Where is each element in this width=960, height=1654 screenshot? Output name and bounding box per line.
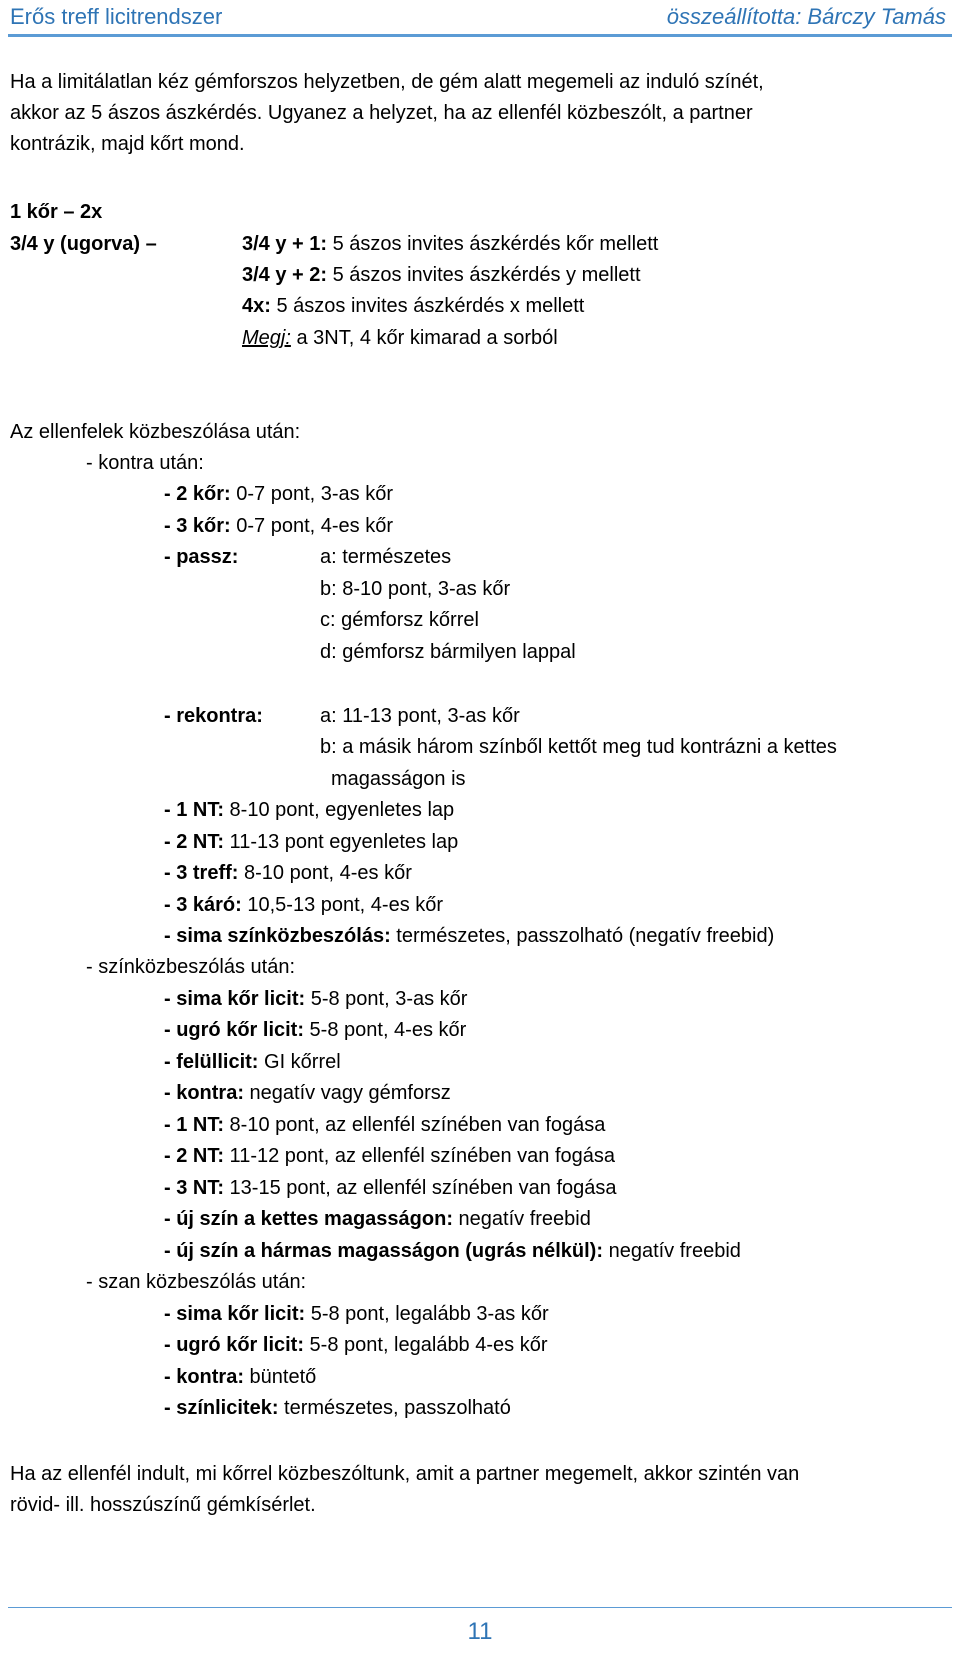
bid-pass-label: - passz: xyxy=(164,546,239,568)
bid-item: - új szín a kettes magasságon: negatív freebid xyxy=(164,1208,591,1230)
outro-line: Ha az ellenfél indult, mi kőrrel közbeszóltunk, amit a partner megemelt, akkor szintén van xyxy=(10,1463,800,1485)
subsection-label: - szan közbeszólás után: xyxy=(86,1271,307,1293)
subsection-label: - kontra után: xyxy=(86,452,204,474)
bid-item: - sima kőr licit: 5-8 pont, 3-as kőr xyxy=(164,988,468,1010)
page-number: 11 xyxy=(467,1618,493,1645)
bid-item: - 3 káró: 10,5-13 pont, 4-es kőr xyxy=(164,894,444,916)
redouble-option: a: 11-13 pont, 3-as kőr xyxy=(320,705,520,727)
redouble-option: b: a másik három színből kettőt meg tud kontrázni a kettes xyxy=(320,736,837,758)
sequence-title: 1 kőr – 2x xyxy=(10,201,103,223)
sequence-note: Megj: a 3NT, 4 kőr kimarad a sorból xyxy=(242,327,558,349)
sequence-item: 4x: 5 ászos invites ászkérdés x mellett xyxy=(242,295,585,317)
bid-item: - 1 NT: 8-10 pont, az ellenfél színében van fogása xyxy=(164,1114,606,1136)
header-author: összeállította: Bárczy Tamás xyxy=(666,4,946,29)
header-title: Erős treff licitrendszer xyxy=(10,4,223,29)
pass-option: c: gémforsz kőrrel xyxy=(320,609,479,631)
bid-item: - 3 treff: 8-10 pont, 4-es kőr xyxy=(164,862,412,884)
redouble-option-cont: magasságon is xyxy=(331,768,466,790)
outro-line: rövid- ill. hosszúszínű gémkísérlet. xyxy=(10,1494,316,1516)
page-header xyxy=(8,0,952,36)
bid-item: - felüllicit: GI kőrrel xyxy=(164,1051,341,1073)
intro-line: kontrázik, majd kőrt mond. xyxy=(10,133,245,155)
intro-line: akkor az 5 ászos ászkérdés. Ugyanez a helyzet, ha az ellenfél közbeszólt, a partner xyxy=(10,102,753,124)
bid-item: - 2 kőr: 0-7 pont, 3-as kőr xyxy=(164,483,393,505)
bid-item: - kontra: negatív vagy gémforsz xyxy=(164,1082,451,1104)
header-rule xyxy=(8,34,952,37)
bid-item: - 2 NT: 11-13 pont egyenletes lap xyxy=(164,831,459,853)
bid-item: - 1 NT: 8-10 pont, egyenletes lap xyxy=(164,799,455,821)
footer-rule xyxy=(8,1607,952,1608)
sequence-item: 3/4 y + 2: 5 ászos invites ászkérdés y mellett xyxy=(242,264,641,286)
bid-item: - sima kőr licit: 5-8 pont, legalább 3-as kőr xyxy=(164,1303,549,1325)
section-heading: Az ellenfelek közbeszólása után: xyxy=(10,421,301,443)
bid-item: - ugró kőr licit: 5-8 pont, legalább 4-es kőr xyxy=(164,1334,548,1356)
bid-item: - 2 NT: 11-12 pont, az ellenfél színében van fogása xyxy=(164,1145,616,1167)
bid-item: - ugró kőr licit: 5-8 pont, 4-es kőr xyxy=(164,1019,467,1041)
pass-option: a: természetes xyxy=(320,546,452,568)
sequence-item: 3/4 y + 1: 5 ászos invites ászkérdés kőr mellett xyxy=(242,233,659,255)
bid-item: - színlicitek: természetes, passzolható xyxy=(164,1397,511,1419)
pass-option: b: 8-10 pont, 3-as kőr xyxy=(320,578,511,600)
bid-item: - új szín a hármas magasságon (ugrás nélkül): negatív freebid xyxy=(164,1240,741,1262)
bid-item: - sima színközbeszólás: természetes, passzolható (negatív freebid) xyxy=(164,925,775,947)
bid-item: - 3 kőr: 0-7 pont, 4-es kőr xyxy=(164,515,393,537)
bid-item: - kontra: büntető xyxy=(164,1366,317,1388)
bid-item: - 3 NT: 13-15 pont, az ellenfél színében van fogása xyxy=(164,1177,617,1199)
subsection-label: - színközbeszólás után: xyxy=(86,956,295,978)
sequence-left-label: 3/4 y (ugorva) – xyxy=(10,233,157,255)
pass-option: d: gémforsz bármilyen lappal xyxy=(320,641,576,663)
bid-redouble-label: - rekontra: xyxy=(164,705,263,727)
intro-line: Ha a limitálatlan kéz gémforszos helyzetben, de gém alatt megemeli az induló színét, xyxy=(10,71,764,93)
